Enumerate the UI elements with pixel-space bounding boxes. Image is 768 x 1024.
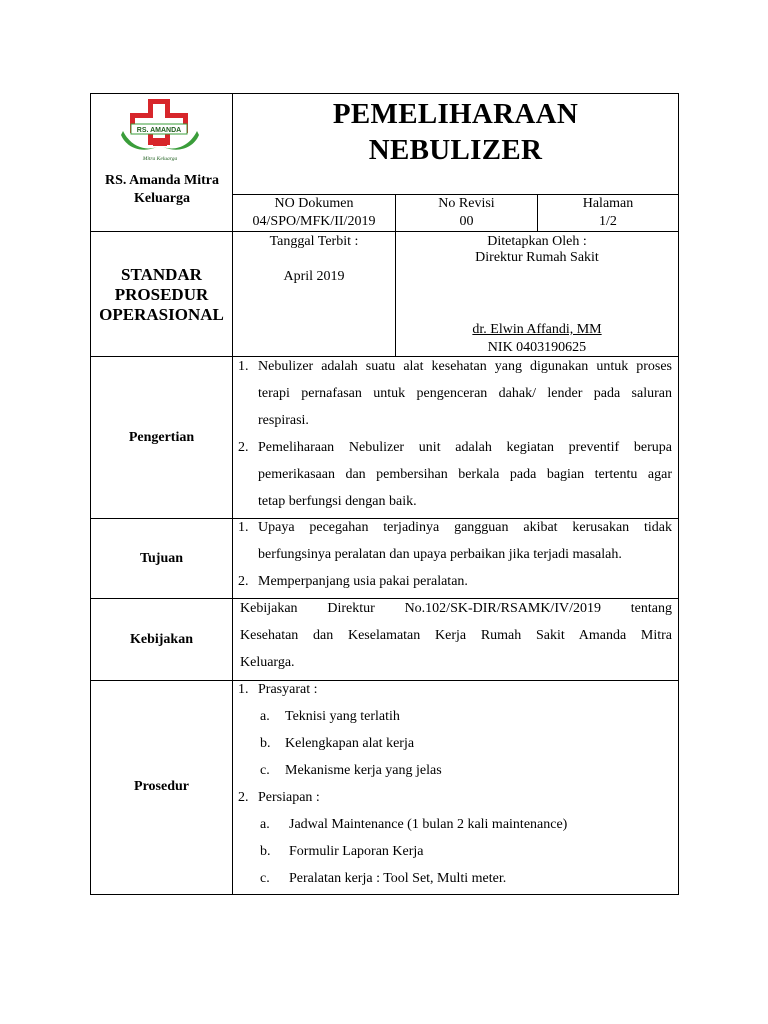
table-border-left xyxy=(90,93,91,895)
table-border-top xyxy=(90,93,679,94)
prosedur-sub-item xyxy=(234,865,672,892)
sub-item-letter: b. xyxy=(260,736,271,751)
pengertian-content xyxy=(234,353,672,515)
text-line: respirasi. xyxy=(258,413,309,428)
group-title: Prasyarat : xyxy=(258,682,318,697)
prosedur-sub-item xyxy=(234,730,672,757)
logo-motto: Mitra Keluarga xyxy=(142,156,178,162)
text-line: pemerikasaan dan pembersihan berkala pada bagian tertentu agar xyxy=(258,467,672,482)
sub-item-letter: c. xyxy=(260,763,270,778)
pengertian-item-2 xyxy=(234,434,672,515)
item-number: 2. xyxy=(238,790,249,805)
signer-name xyxy=(396,321,678,339)
pengertian-item-1 xyxy=(234,353,672,434)
sub-item-text: Peralatan kerja : Tool Set, Multi meter. xyxy=(289,871,507,886)
halaman-value: 1/2 xyxy=(599,214,617,229)
text-line: berfungsinya peralatan dan upaya perbaikan jika terjadi masalah. xyxy=(258,547,622,562)
group-title: Persiapan : xyxy=(258,790,320,805)
item-number: 1. xyxy=(238,520,249,535)
no-revisi-label: No Revisi xyxy=(438,196,495,211)
sub-item-text: Formulir Laporan Kerja xyxy=(289,844,424,859)
logo-banner-text: RS. AMANDA xyxy=(136,127,182,134)
text-line: Kebijakan Direktur No.102/SK-DIR/RSAMK/IV/2019 tentang xyxy=(240,601,672,616)
prosedur-group-1 xyxy=(234,676,672,703)
ditetapkan-label: Ditetapkan Oleh : xyxy=(487,234,587,249)
tanggal-terbit-label: Tanggal Terbit : xyxy=(269,234,359,249)
spo-line1: STANDAR xyxy=(121,265,202,284)
text-line: Keluarga. xyxy=(240,655,295,670)
sub-item-text: Mekanisme kerja yang jelas xyxy=(285,763,442,778)
kebijakan-content xyxy=(240,595,672,676)
no-dokumen-value: 04/SPO/MFK/II/2019 xyxy=(252,214,376,229)
text-line: terapi pernafasan untuk pengenceran dahak/ lender pada saluran xyxy=(258,386,672,401)
sub-item-text: Jadwal Maintenance (1 bulan 2 kali maintenance) xyxy=(289,817,568,832)
text-line: Nebulizer adalah suatu alat kesehatan yang digunakan untuk proses xyxy=(258,359,672,374)
text-line: tetap berfungsi dengan baik. xyxy=(258,494,417,509)
prosedur-group-2 xyxy=(234,784,672,811)
table-border-bottom xyxy=(90,894,679,895)
section-label-tujuan: Tujuan xyxy=(139,551,184,566)
prosedur-sub-item xyxy=(234,703,672,730)
table-border-right xyxy=(678,93,679,895)
no-dokumen-label: NO Dokumen xyxy=(274,196,354,211)
item-number: 1. xyxy=(238,682,249,697)
signer-nik: NIK 0403190625 xyxy=(487,340,587,355)
text-line: Pemeliharaan Nebulizer unit adalah kegiatan preventif berupa xyxy=(258,440,672,455)
section-label-pengertian: Pengertian xyxy=(128,430,195,445)
tujuan-item-1 xyxy=(234,514,672,568)
tujuan-item-2 xyxy=(234,568,672,595)
halaman-label: Halaman xyxy=(582,196,634,211)
spo-line2: PROSEDUR xyxy=(114,285,209,304)
sub-item-letter: a. xyxy=(260,709,270,724)
document-title-line1: PEMELIHARAAN xyxy=(332,98,579,130)
hospital-cross-logo-icon xyxy=(117,97,203,165)
text-line: Kesehatan dan Keselamatan Kerja Rumah Sakit Amanda Mitra xyxy=(240,628,672,643)
spo-line3: OPERASIONAL xyxy=(99,305,224,324)
sub-item-letter: a. xyxy=(260,817,270,832)
no-revisi-value: 00 xyxy=(459,214,474,229)
prosedur-sub-item xyxy=(234,811,672,838)
prosedur-sub-item xyxy=(234,838,672,865)
sub-item-letter: c. xyxy=(260,871,270,886)
row-divider-header xyxy=(90,231,679,232)
item-number: 2. xyxy=(238,574,249,589)
ditetapkan-role: Direktur Rumah Sakit xyxy=(475,250,599,265)
logo-center-figure xyxy=(153,138,167,146)
prosedur-sub-item xyxy=(234,757,672,784)
sub-item-text: Teknisi yang terlatih xyxy=(285,709,400,724)
section-label-prosedur: Prosedur xyxy=(134,779,189,794)
item-number: 1. xyxy=(238,359,249,374)
sub-item-text: Kelengkapan alat kerja xyxy=(285,736,415,751)
tanggal-terbit-value: April 2019 xyxy=(283,269,345,284)
prosedur-content xyxy=(234,676,672,892)
text-line: Upaya pecegahan terjadinya gangguan akibat kerusakan tidak xyxy=(258,520,672,535)
sub-item-letter: b. xyxy=(260,844,271,859)
signer-name-text: dr. Elwin Affandi, MM xyxy=(472,322,602,337)
document-title-line2: NEBULIZER xyxy=(368,134,543,166)
tujuan-content xyxy=(234,514,672,595)
hospital-name: RS. Amanda Mitra Keluarga xyxy=(105,173,219,206)
section-label-kebijakan: Kebijakan xyxy=(129,632,193,647)
text-line: Memperpanjang usia pakai peralatan. xyxy=(258,574,468,589)
item-number: 2. xyxy=(238,440,249,455)
hospital-logo xyxy=(117,97,203,165)
